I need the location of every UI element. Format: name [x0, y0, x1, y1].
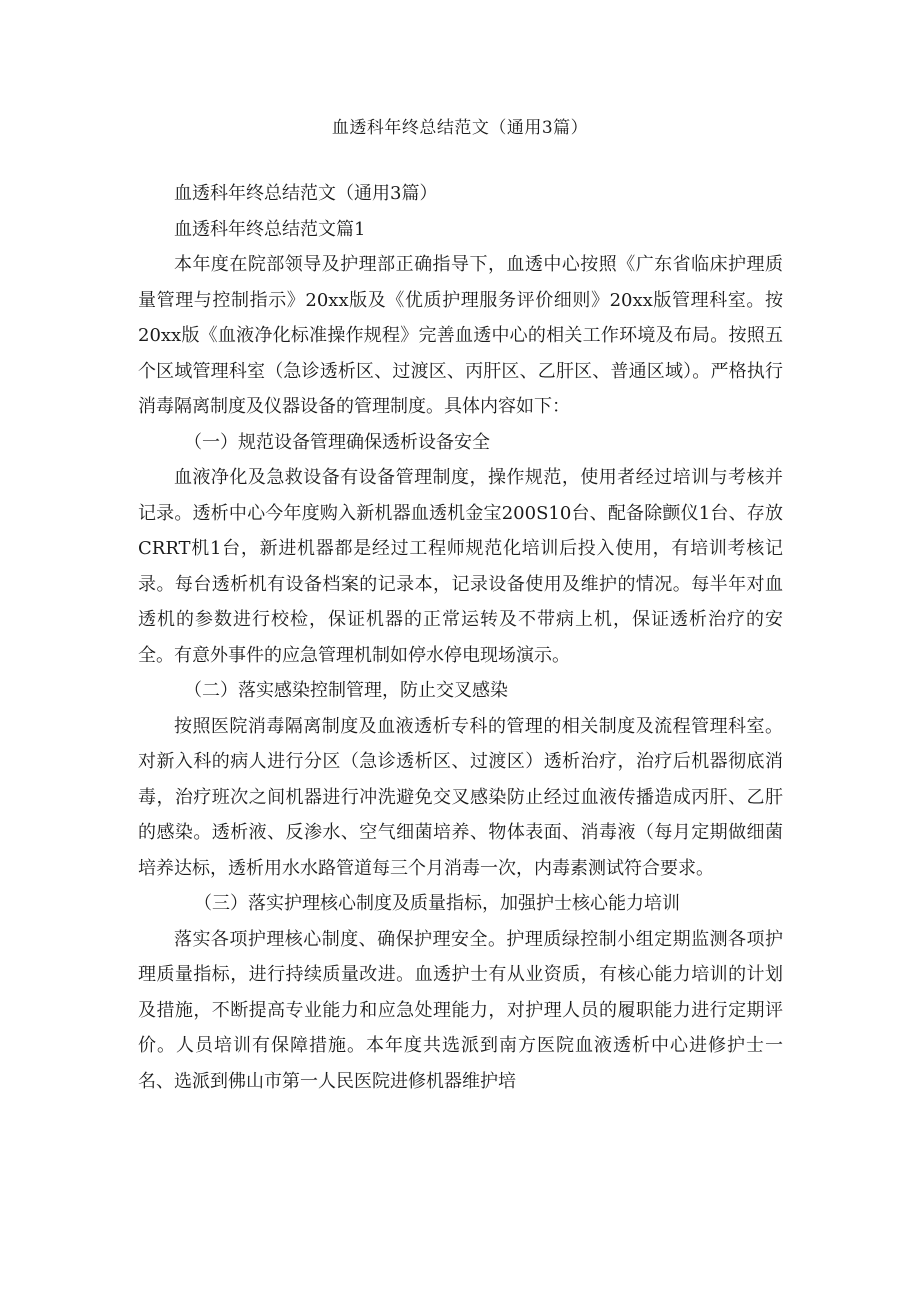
document-title: 血透科年终总结范文（通用3篇） — [331, 118, 589, 138]
paragraph-infection-control: 按照医院消毒隔离制度及血液透析专科的管理的相关制度及流程管理科室。对新入科的病人进行分区（急诊透析区、过渡区）透析治疗，治疗后机器彻底消毒，治疗班次之间机器进行冲洗避免交叉感染防止经过血液传播造成丙肝、乙肝的感染。透析液、反渗水、空气细菌培养、物体表面、消毒液（每月定期做细菌培养达标，透析用水水路管道每三个月消毒一次，内毒素测试符合要求。 — [138, 715, 783, 879]
paragraph-equipment: 血液净化及急救设备有设备管理制度，操作规范，使用者经过培训与考核并记录。透析中心今年度购入新机器血透机金宝200S10台、配备除颤仪1台、存放CRRT机1台，新进机器都是经过工程师规范化培训后投入使用，有培训考核记录。每台透析机有设备档案的记录本，记录设备使用及维护的情况。每半年对血透机的参数进行校检，保证机器的正常运转及不带病上机，保证透析治疗的安全。有意外事件的应急管理机制如停水停电现场演示。 — [138, 467, 783, 666]
heading-equipment: （一）规范设备管理确保透析设备安全 — [184, 431, 490, 453]
document-subtitle: 血透科年终总结范文（通用3篇） — [174, 183, 438, 204]
heading-nursing-core: （三）落实护理核心制度及质量指标，加强护士核心能力培训 — [194, 893, 680, 914]
paragraph-nursing-core: 落实各项护理核心制度、确保护理安全。护理质绿控制小组定期监测各项护理质量指标，进行持续质量改进。血透护士有从业资质，有核心能力培训的计划及措施，不断提高专业能力和应急处理能力，对护理人员的履职能力进行定期评价。人员培训有保障措施。本年度共选派到南方医院血液透析中心进修护士一名、选派到佛山市第一人民医院进修机器维护培 — [138, 928, 783, 1092]
intro-paragraph: 本年度在院部领导及护理部正确指导下，血透中心按照《广东省临床护理质量管理与控制指示》20xx版及《优质护理服务评价细则》20xx版管理科室。按20xx版《血液净化标准操作规程》完善血透中心的相关工作环境及布局。按照五个区域管理科室（急诊透析区、过渡区、丙肝区、乙肝区、普通区域）。严格执行消毒隔离制度及仪器设备的管理制度。具体内容如下： — [138, 254, 783, 417]
section-title: 血透科年终总结范文篇1 — [174, 218, 366, 240]
document-body — [138, 176, 783, 1099]
heading-infection-control: （二）落实感染控制管理，防止交叉感染 — [184, 680, 508, 701]
